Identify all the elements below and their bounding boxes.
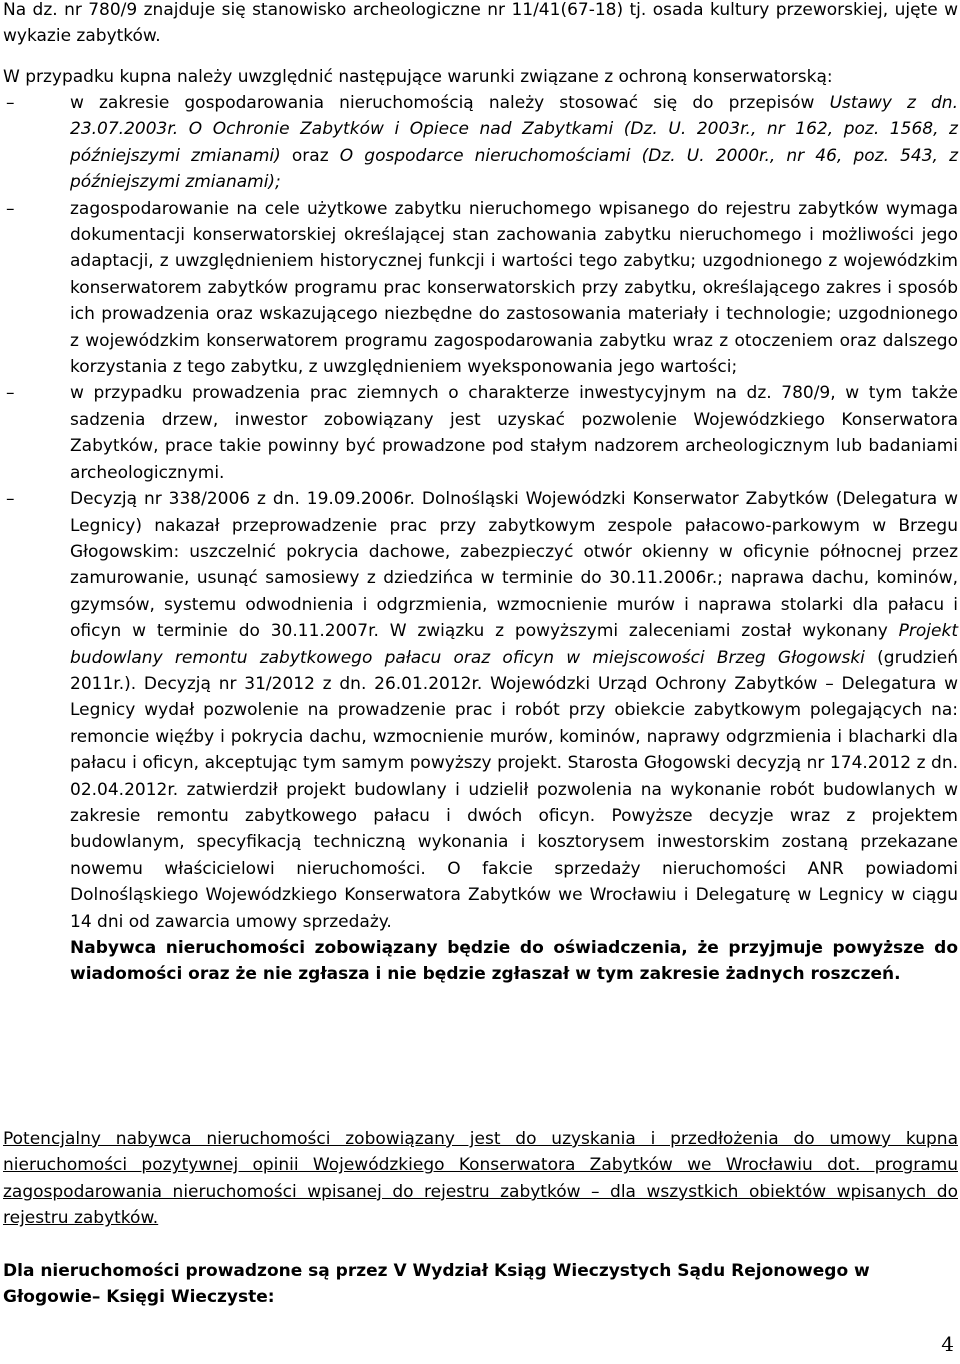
list-item [0, 196, 960, 381]
underlined-notice: Potencjalny nabywca nieruchomości zobowiązany jest do uzyskania i przedłożenia do umowy kupna nieruchomości pozytywnej opinii Wojewódzkiego Konserwatora Zabytków we Wrocławiu dot. programu zagospodarowania nieruchomości wpisanej do rejestru zabytków – dla wszystkich obiektów wpisanych do rejestru zabytków. [3, 1129, 958, 1229]
text-span: Decyzją nr 338/2006 z dn. 19.09.2006r. Dolnośląski Wojewódzki Konserwator Zabytków (Delegatura w Legnicy) nakazał przeprowadzenie prac przy zabytkowym zespole pałacowo-parkowym w Brzegu Głogowskim: uszczelnić pokrycia dachowe, zabezpieczyć otwór okienny w oficynie północnej przez zamurowanie, usunąć samosiewy z dziedzińca w terminie do 30.11.2006r.; naprawa dachu, kominów, gzymsów, systemu odwodnienia i odgrzmienia, wzmocnienie murów i naprawa stolarki dla pałacu i oficyn w terminie do 30.11.2007r. W związku z powyższymi zaleceniami został wykonany [70, 489, 958, 642]
dash-bullet: – [6, 383, 15, 404]
text-span: w zakresie gospodarowania nieruchomością należy stosować się do przepisów [70, 93, 830, 113]
list-item-text: zagospodarowanie na cele użytkowe zabytku nieruchomego wpisanego do rejestru zabytków wymaga dokumentacji konserwatorskiej określającej stan zachowania zabytku nieruchomego i możliwości jego adaptacji, z uwzględnieniem historycznej funkcji i wartości tego zabytku; uzgodnionego z wojewódzkim konserwatorem zabytków programu prac konserwatorskich przy zabytku, określającego zakres i sposób ich prowadzenia oraz wskazującego niezbędne do zastosowania materiały i technologie; uzgodnionego z wojewódzkim konserwatorem programu zagospodarowania zabytku wraz z otoczeniem oraz dalszego korzystania z tego zabytku, z uwzględnieniem wyeksponowania jego wartości; [70, 198, 958, 378]
list-item [0, 380, 960, 486]
list-item [0, 486, 960, 988]
page-number: 4 [941, 1332, 954, 1356]
text-span: (grudzień 2011r.). Decyzją nr 31/2012 z dn. 26.01.2012r. Wojewódzki Urząd Ochrony Zabytków – Delegatura w Legnicy wydał pozwolenie na prowadzenie prac i robót przy obiekcie zabytkowym polegających na: remoncie więźby i pokrycia dachu, wzmocnienie murów, kominów, naprawy odgrzmienia i blacharki dla pałacu i oficyn, akceptując tym samym powyższy projekt. Starosta Głogowski decyzją nr 174.2012 z dn. 02.04.2012r. zatwierdził projekt budowlany i udzielił pozwolenia na wykonanie robót budowlanych w zakresie remontu zabytkowego pałacu i dwóch oficyn. Powyższe decyzje wraz z projektem budowlanym, specyfikacją techniczną wykonania i kosztorysem inwestorskim zostaną przekazane nowemu właścicielowi nieruchomości. O fakcie sprzedaży nieruchomości ANR powiadomi Dolnośląskiego Wojewódzkiego Konserwatora Zabytków we Wrocławiu i Delegaturę w Legnicy w ciągu 14 dni od zawarcia umowy sprzedaży. [70, 647, 959, 932]
list-item [0, 90, 960, 196]
conditions-list [0, 90, 960, 988]
conditions-heading: W przypadku kupna należy uwzględnić następujące warunki związane z ochroną konserwatorską: [3, 67, 833, 87]
project-title: Projekt budowlany remontu zabytkowego pałacu oraz oficyn w miejscowości Brzeg Głogowski [70, 621, 958, 668]
buyer-obligation: Nabywca nieruchomości zobowiązany będzie do oświadczenia, że przyjmuje powyższe do wiadomości oraz że nie zgłasza i nie będzie zgłaszał w tym zakresie żadnych roszczeń. [70, 938, 958, 985]
intro-paragraph: Na dz. nr 780/9 znajduje się stanowisko archeologiczne nr 11/41(67-18) tj. osada kultury przeworskiej, ujęte w wykazie zabytków. [3, 0, 958, 47]
list-item-text [70, 486, 958, 935]
dash-bullet: – [6, 489, 15, 510]
text-span: oraz [280, 145, 340, 166]
dash-bullet: – [6, 93, 15, 113]
law-reference: O gospodarce nieruchomościami (Dz. U. 2000r., nr 46, poz. 543, z późniejszymi zmianami); [70, 145, 959, 193]
law-reference: Ustawy z dn. 23.07.2003r. O Ochronie Zabytków i Opiece nad Zabytkami (Dz. U. 2003r., nr 162, poz. 1568, z późniejszymi zmianami) [70, 93, 958, 166]
list-item-text [70, 90, 958, 196]
list-item-text: w przypadku prowadzenia prac ziemnych o charakterze inwestycyjnym na dz. 780/9, w tym także sadzenia drzew, inwestor zobowiązany jest uzyskać pozwolenie Wojewódzkiego Konserwatora Zabytków, prace takie powinny być prowadzone pod stałym nadzorem archeologicznym lub badaniami archeologicznymi. [70, 383, 958, 483]
land-registry-heading: Dla nieruchomości prowadzone są przez V Wydział Ksiąg Wieczystych Sądu Rejonowego w Głogowie– Księgi Wieczyste: [3, 1261, 870, 1308]
dash-bullet: – [6, 198, 15, 219]
